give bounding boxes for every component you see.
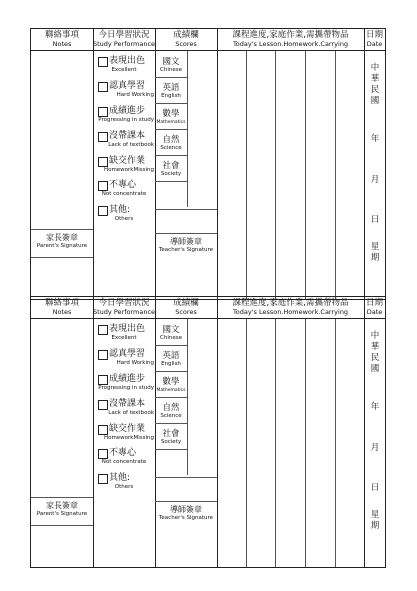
- subject-label: 自然: [162, 403, 180, 413]
- subject-english: [155, 351, 187, 368]
- date-era: 國: [370, 96, 380, 106]
- date-weekday: 星: [370, 242, 380, 252]
- teacher-signature-label: [155, 237, 217, 254]
- lesson-line: [275, 319, 276, 567]
- teacher-signature-zh: 導師簽章: [170, 505, 202, 514]
- parent-signature-zh: 家長簽章: [46, 501, 78, 510]
- date-year: 年: [370, 134, 380, 144]
- notes-header-zh: 聯絡事項: [44, 298, 79, 308]
- perf-label-en: Hard Working: [116, 92, 154, 98]
- lesson-line: [305, 319, 306, 567]
- subject-label: 英語: [162, 83, 180, 93]
- subject-label-en: Science: [160, 145, 182, 151]
- score-row-line: [155, 345, 187, 346]
- performance-header-zh: 今日學習狀況: [98, 298, 150, 308]
- checkbox[interactable]: [98, 82, 108, 92]
- checkbox[interactable]: [98, 57, 108, 67]
- checkbox[interactable]: [98, 325, 108, 335]
- subject-label-en: English: [161, 93, 181, 99]
- subject-math: [155, 109, 187, 126]
- date-header-zh: 日期: [365, 30, 383, 40]
- perf-label-en: Others: [114, 484, 134, 490]
- perf-label: 表現出色: [109, 56, 146, 66]
- subject-society: [155, 161, 187, 178]
- date-era: 民: [370, 85, 380, 95]
- date-weekday: 星: [370, 510, 380, 520]
- lesson-line: [335, 51, 336, 299]
- subject-math: [155, 377, 187, 394]
- perf-label: 不專心: [109, 448, 137, 458]
- contact-sheet-2: [30, 296, 386, 568]
- checkbox[interactable]: [98, 107, 108, 117]
- column-divider: [217, 29, 218, 299]
- date-era: 中: [370, 331, 380, 341]
- score-row-line: [155, 155, 187, 156]
- teacher-sig-line: [155, 233, 217, 234]
- subject-science: [155, 135, 187, 152]
- perf-label-en: Lack of textbook: [108, 410, 154, 416]
- perf-label: 認真學習: [109, 349, 146, 359]
- subject-label-en: Chinese: [160, 335, 182, 341]
- subject-label: 國文: [162, 57, 180, 67]
- subject-label: 社會: [162, 161, 180, 171]
- date-weekday: 期: [370, 253, 380, 263]
- notes-header: [31, 297, 93, 319]
- score-divider: [187, 319, 188, 475]
- performance-header: [93, 29, 155, 51]
- lesson-line: [275, 51, 276, 299]
- lesson-line: [335, 319, 336, 567]
- perf-label-en: Excellent: [111, 335, 137, 341]
- date-header-en: Date: [366, 308, 383, 316]
- perf-label-en: Excellent: [111, 67, 137, 73]
- checkbox[interactable]: [98, 181, 108, 191]
- perf-label-en: Not concentrate: [101, 191, 147, 197]
- signature-divider: [31, 525, 93, 526]
- score-row-line: [155, 181, 187, 182]
- checkbox[interactable]: [98, 474, 108, 484]
- date-day: 日: [370, 483, 380, 493]
- subject-label: 自然: [162, 135, 180, 145]
- scores-header-en: Scores: [175, 308, 197, 316]
- checkbox[interactable]: [98, 449, 108, 459]
- score-row-line: [155, 423, 187, 424]
- score-row-line: [155, 77, 187, 78]
- lesson-line: [246, 51, 247, 299]
- parent-signature-en: Parent's Signature: [36, 511, 88, 517]
- score-row-line: [155, 371, 187, 372]
- notes-divider: [31, 229, 93, 230]
- teacher-signature-label: [155, 505, 217, 522]
- teacher-signature-zh: 導師簽章: [170, 237, 202, 246]
- date-era: 國: [370, 364, 380, 374]
- date-header-en: Date: [366, 40, 383, 48]
- perf-label: 表現出色: [109, 324, 146, 334]
- checkbox[interactable]: [98, 157, 108, 167]
- perf-label-en: Others: [114, 216, 134, 222]
- parent-signature-en: Parent's Signature: [36, 243, 88, 249]
- date-era: 華: [370, 342, 380, 352]
- score-row-line: [155, 209, 217, 210]
- date-day: 日: [370, 215, 380, 225]
- date-header: [364, 29, 385, 51]
- performance-header-zh: 今日學習狀況: [98, 30, 150, 40]
- subject-label: 數學: [162, 377, 180, 387]
- teacher-signature-en: Teacher's Signature: [159, 247, 213, 253]
- checkbox[interactable]: [98, 206, 108, 216]
- perf-label: 沒帶課本: [109, 131, 146, 141]
- notes-header: [31, 29, 93, 51]
- date-header: [364, 297, 385, 319]
- parent-signature-zh: 家長簽章: [46, 233, 78, 242]
- perf-label: 不專心: [109, 180, 137, 190]
- checkbox[interactable]: [98, 425, 108, 435]
- scores-header: [155, 29, 217, 51]
- perf-label: 成績進步: [109, 106, 146, 116]
- date-era: 華: [370, 74, 380, 84]
- scores-header: [155, 297, 217, 319]
- perf-label-en: HomeworkMissing: [103, 435, 154, 441]
- subject-label-en: Mathematics: [156, 388, 186, 393]
- lesson-header: [217, 29, 364, 51]
- date-era: 中: [370, 63, 380, 73]
- parent-signature-label: [31, 501, 93, 518]
- lesson-header: [217, 297, 364, 319]
- notes-header-zh: 聯絡事項: [44, 30, 79, 40]
- score-divider: [187, 51, 188, 207]
- subject-label: 國文: [162, 325, 180, 335]
- subject-label-en: English: [161, 361, 181, 367]
- lesson-header-en: Today's Lesson.Homework.Carrying: [232, 308, 349, 316]
- date-month: 月: [370, 443, 380, 453]
- subject-science: [155, 403, 187, 420]
- performance-header-en: Study Performance: [93, 308, 156, 316]
- signature-divider: [31, 257, 93, 258]
- perf-label-en: Progressing in study: [98, 117, 154, 123]
- subject-label-en: Chinese: [160, 67, 182, 73]
- perf-label: 沒帶課本: [109, 399, 146, 409]
- checkbox[interactable]: [98, 375, 108, 385]
- parent-signature-label: [31, 233, 93, 250]
- score-row-line: [155, 103, 187, 104]
- perf-label: 認真學習: [109, 81, 146, 91]
- performance-header-en: Study Performance: [93, 40, 156, 48]
- perf-label-en: Hard Working: [116, 360, 154, 366]
- subject-society: [155, 429, 187, 446]
- date-year: 年: [370, 402, 380, 412]
- lesson-line: [246, 319, 247, 567]
- date-weekday: 期: [370, 521, 380, 531]
- subject-chinese: [155, 325, 187, 342]
- column-divider: [217, 297, 218, 567]
- subject-label-en: Science: [160, 413, 182, 419]
- subject-label: 數學: [162, 109, 180, 119]
- perf-label: 成績進步: [109, 374, 146, 384]
- perf-label-en: HomeworkMissing: [103, 167, 154, 173]
- perf-label-en: Progressing in study: [98, 385, 154, 391]
- perf-label: 缺交作業: [109, 156, 146, 166]
- subject-label: 英語: [162, 351, 180, 361]
- subject-label-en: Mathematics: [156, 120, 186, 125]
- scores-header-zh: 成績欄: [173, 30, 199, 40]
- scores-header-en: Scores: [175, 40, 197, 48]
- lesson-header-en: Today's Lesson.Homework.Carrying: [232, 40, 349, 48]
- subject-label-en: Society: [160, 171, 182, 177]
- perf-label-en: Lack of textbook: [108, 142, 154, 148]
- lesson-header-zh: 課程進度,家庭作業,需攜帶物品: [232, 298, 349, 308]
- performance-header: [93, 297, 155, 319]
- checkbox[interactable]: [98, 132, 108, 142]
- notes-header-en: Notes: [52, 308, 72, 316]
- notes-divider: [31, 497, 93, 498]
- perf-label: 其他:: [109, 473, 131, 483]
- checkbox[interactable]: [98, 400, 108, 410]
- teacher-sig-line: [155, 501, 217, 502]
- subject-label: 社會: [162, 429, 180, 439]
- subject-english: [155, 83, 187, 100]
- checkbox[interactable]: [98, 350, 108, 360]
- scores-header-zh: 成績欄: [173, 298, 199, 308]
- teacher-signature-en: Teacher's Signature: [159, 515, 213, 521]
- notes-header-en: Notes: [52, 40, 72, 48]
- lesson-header-zh: 課程進度,家庭作業,需攜帶物品: [232, 30, 349, 40]
- date-month: 月: [370, 175, 380, 185]
- subject-chinese: [155, 57, 187, 74]
- score-row-line: [155, 129, 187, 130]
- contact-sheet-1: [30, 28, 386, 300]
- date-era: 民: [370, 353, 380, 363]
- score-row-line: [155, 477, 217, 478]
- score-row-line: [155, 397, 187, 398]
- score-row-line: [155, 449, 187, 450]
- perf-label-en: Not concentrate: [101, 459, 147, 465]
- subject-label-en: Society: [160, 439, 182, 445]
- date-header-zh: 日期: [365, 298, 383, 308]
- lesson-line: [305, 51, 306, 299]
- perf-label: 其他:: [109, 205, 131, 215]
- perf-label: 缺交作業: [109, 424, 146, 434]
